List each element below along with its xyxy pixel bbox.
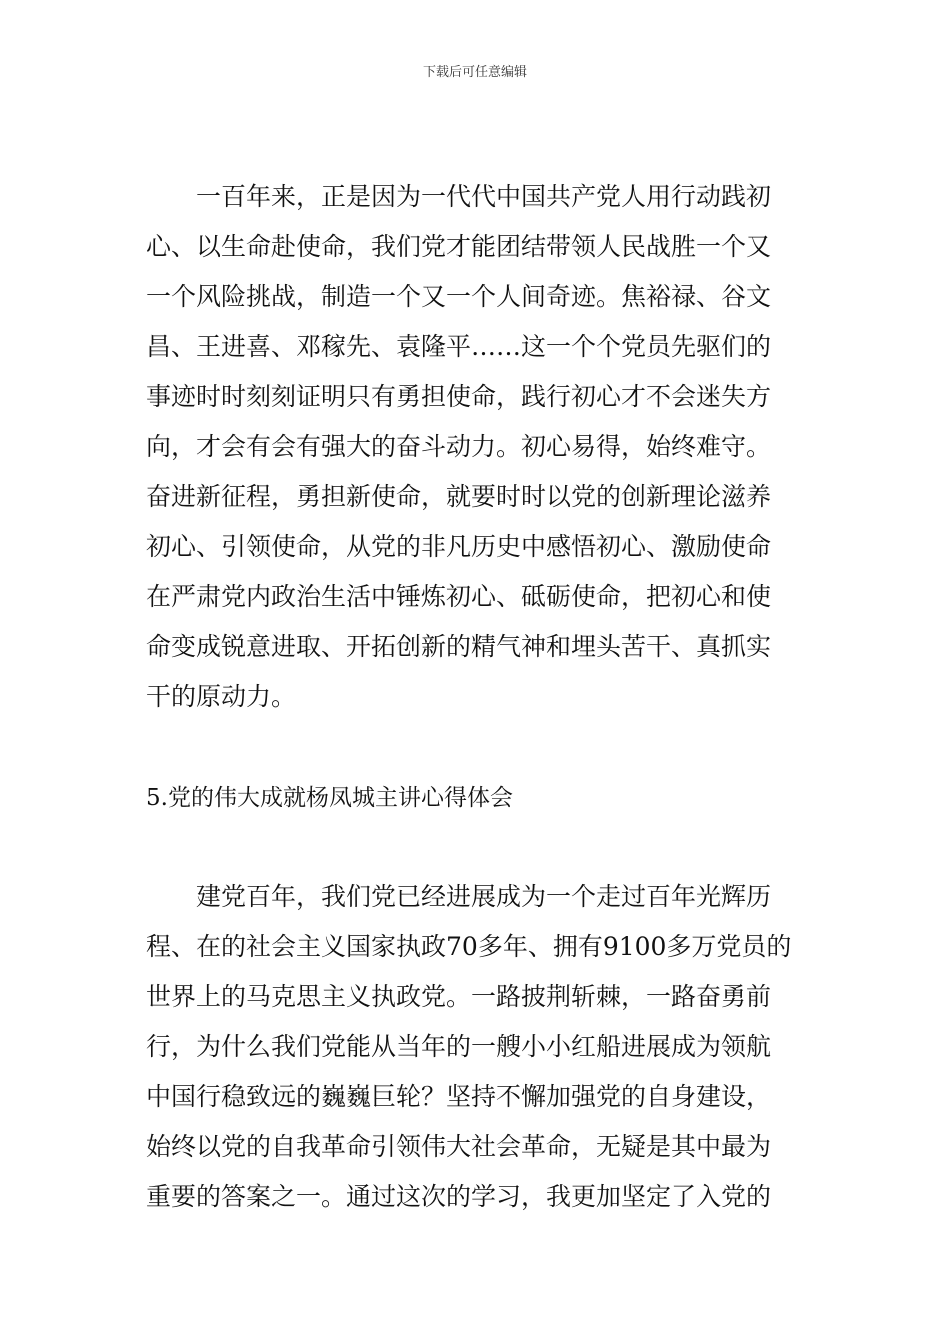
paragraph-line: 一个风险挑战，制造一个又一个人间奇迹。焦裕禄、谷文 xyxy=(146,282,772,311)
paragraph-line: 始终以党的自我革命引领伟大社会革命，无疑是其中最为 xyxy=(146,1132,772,1161)
paragraph-line: 重要的答案之一。通过这次的学习，我更加坚定了入党的 xyxy=(146,1182,772,1211)
paragraph-line: 干的原动力。 xyxy=(146,682,297,711)
paragraph-line: 在严肃党内政治生活中锤炼初心、砥砺使命，把初心和使 xyxy=(146,582,772,611)
paragraph-line: 心、以生命赴使命，我们党才能团结带领人民战胜一个又 xyxy=(146,232,772,261)
paragraph-line: 世界上的马克思主义执政党。一路披荆斩棘，一路奋勇前 xyxy=(146,982,772,1011)
paragraph-line: 命变成锐意进取、开拓创新的精气神和埋头苦干、真抓实 xyxy=(146,632,772,661)
paragraph-line: 事迹时时刻刻证明只有勇担使命，践行初心才不会迷失方 xyxy=(146,382,772,411)
paragraph-line: 昌、王进喜、邓稼先、袁隆平……这一个个党员先驱们的 xyxy=(146,332,772,361)
paragraph-line: 奋进新征程，勇担新使命，就要时时以党的创新理论滋养 xyxy=(146,482,772,511)
paragraph-line: 向，才会有会有强大的奋斗动力。初心易得，始终难守。 xyxy=(146,432,772,461)
section-heading: 5.党的伟大成就杨凤城主讲心得体会 xyxy=(146,785,513,811)
paragraph-line: 初心、引领使命，从党的非凡历史中感悟初心、激励使命 xyxy=(146,532,772,561)
paragraph-line: 建党百年，我们党已经进展成为一个走过百年光辉历 xyxy=(196,882,772,911)
paragraph-line: 中国行稳致远的巍巍巨轮？坚持不懈加强党的自身建设， xyxy=(146,1082,772,1111)
paragraph-line: 行，为什么我们党能从当年的一艘小小红船进展成为领航 xyxy=(146,1032,772,1061)
paragraph-line: 一百年来，正是因为一代代中国共产党人用行动践初 xyxy=(196,182,772,211)
paragraph-line: 程、在的社会主义国家执政70多年、拥有9100多万党员的 xyxy=(146,932,792,961)
page-header-note: 下载后可任意编辑 xyxy=(422,65,527,80)
